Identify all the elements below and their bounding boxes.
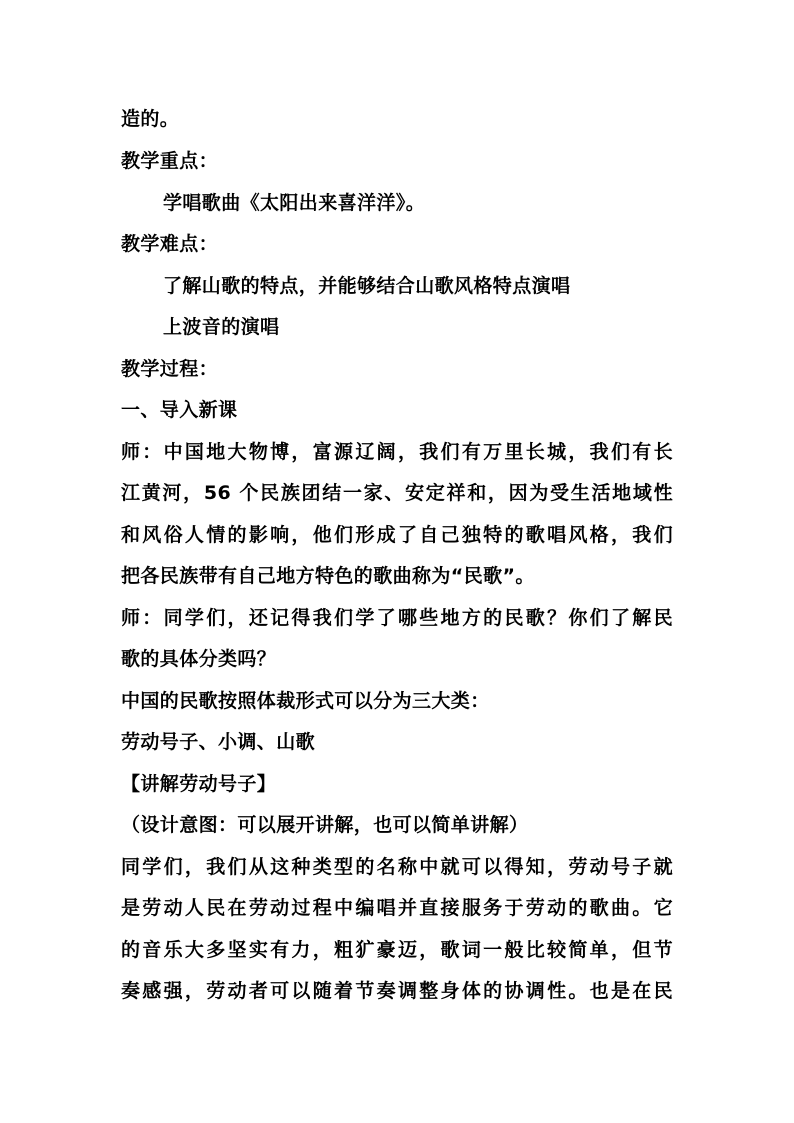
text-line: 上波音的演唱	[163, 316, 280, 338]
text-line: 歌的具体分类吗？	[121, 648, 277, 670]
section-heading-difficulties: 教学难点：	[121, 233, 219, 255]
text-line: 和风俗人情的影响，他们形成了自己独特的歌唱风格，我们	[121, 524, 673, 546]
text-line: 同学们，我们从这种类型的名称中就可以得知，劳动号子就	[121, 856, 673, 878]
design-note: （设计意图：可以展开讲解，也可以简单讲解）	[121, 814, 529, 836]
text-line: 是劳动人民在劳动过程中编唱并直接服务于劳动的歌曲。它	[121, 897, 673, 919]
text-line: 劳动号子、小调、山歌	[121, 731, 316, 753]
text-line: 学唱歌曲《太阳出来喜洋洋》。	[163, 192, 426, 214]
subsection-heading: 一、导入新课	[121, 399, 238, 421]
text-line: 奏感强，劳动者可以随着节奏调整身体的协调性。也是在民	[121, 980, 673, 1002]
text-line: 江黄河，56 个民族团结一家、安定祥和，因为受生活地域性	[121, 482, 673, 504]
text-line: 把各民族带有自己地方特色的歌曲称为“民歌”。	[121, 565, 535, 587]
text-line: 了解山歌的特点，并能够结合山歌风格特点演唱	[163, 275, 571, 297]
text-line: 造的。	[121, 108, 180, 130]
text-line: 师：同学们，还记得我们学了哪些地方的民歌？你们了解民	[121, 607, 673, 629]
bracket-heading: 【讲解劳动号子】	[121, 773, 277, 795]
text-line: 师：中国地大物博，富源辽阔，我们有万里长城，我们有长	[121, 441, 673, 463]
section-heading-key-points: 教学重点：	[121, 150, 219, 172]
text-line: 的音乐大多坚实有力，粗犷豪迈，歌词一般比较简单，但节	[121, 939, 673, 961]
text-line: 中国的民歌按照体裁形式可以分为三大类：	[121, 690, 490, 712]
section-heading-process: 教学过程：	[121, 358, 219, 380]
